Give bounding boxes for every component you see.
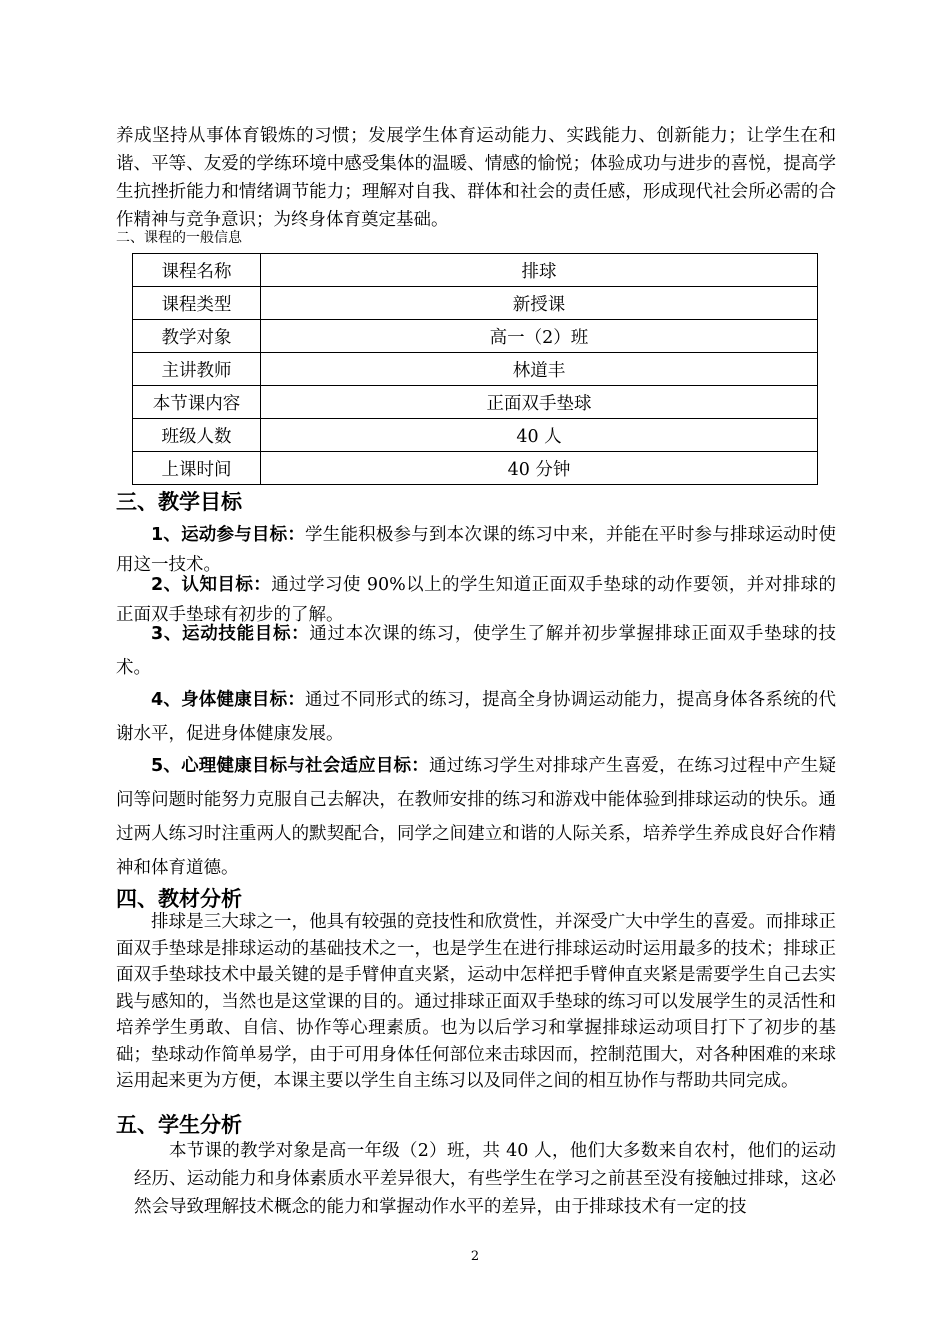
goal-label: 5、心理健康目标与社会适应目标： <box>151 756 429 776</box>
table-row <box>133 287 818 320</box>
table-row <box>133 353 818 386</box>
table-key-cell: 上课时间 <box>133 452 261 485</box>
goal-paragraph-4 <box>116 683 836 751</box>
course-info-table <box>132 253 818 485</box>
goal-text: 通过本次课的练习，使学生了解并初步掌握排球正面双手垫球的技术。 <box>116 624 836 678</box>
table-key-cell: 教学对象 <box>133 320 261 353</box>
goal-text: 通过练习学生对排球产生喜爱，在练习过程中产生疑问等问题时能努力克服自己去解决，在教师安排的练习和游戏中能体验到排球运动的快乐。通过两人练习时注重两人的默契配合，同学之间建立和谐的人际关系，培养学生养成良好合作精神和体育道德。 <box>116 756 836 878</box>
table-key-cell: 班级人数 <box>133 419 261 452</box>
table-key-cell: 主讲教师 <box>133 353 261 386</box>
goal-text: 通过学习使 90%以上的学生知道正面双手垫球的动作要领，并对排球的正面双手垫球有初步的了解。 <box>116 575 836 625</box>
table-key-cell: 本节课内容 <box>133 386 261 419</box>
section2-heading: 二、课程的一般信息 <box>116 230 242 246</box>
goal-paragraph-5 <box>116 749 836 885</box>
section3-heading: 三、教学目标 <box>116 490 242 514</box>
table-value-cell: 林道丰 <box>261 353 818 386</box>
table-value-cell: 排球 <box>261 254 818 287</box>
table-row <box>133 320 818 353</box>
goal-text: 通过不同形式的练习，提高全身协调运动能力，提高身体各系统的代谢水平，促进身体健康发展。 <box>116 690 836 744</box>
section4-heading: 四、教材分析 <box>116 887 242 911</box>
table-row <box>133 452 818 485</box>
table-row <box>133 386 818 419</box>
table-key-cell: 课程类型 <box>133 287 261 320</box>
table-value-cell: 40 人 <box>261 419 818 452</box>
goal-text: 学生能积极参与到本次课的练习中来，并能在平时参与排球运动时使用这一技术。 <box>116 525 836 575</box>
table-value-cell: 40 分钟 <box>261 452 818 485</box>
intro-paragraph: 养成坚持从事体育锻炼的习惯；发展学生体育运动能力、实践能力、创新能力；让学生在和谐、平等、友爱的学练环境中感受集体的温暖、情感的愉悦；体验成功与进步的喜悦，提高学生抗挫折能力和情绪调节能力；理解对自我、群体和社会的责任感，形成现代社会所必需的合作精神与竞争意识；为终身体育奠定基础。 <box>116 126 836 230</box>
goal-label: 2、认知目标： <box>151 575 272 595</box>
table-key-cell: 课程名称 <box>133 254 261 287</box>
page-number: 2 <box>470 1249 480 1264</box>
section4-paragraph: 排球是三大球之一，他具有较强的竞技性和欣赏性，并深受广大中学生的喜爱。而排球正面双手垫球是排球运动的基础技术之一，也是学生在进行排球运动时运用最多的技术；排球正面双手垫球技术中最关键的是手臂伸直夹紧，运动中怎样把手臂伸直夹紧是需要学生自己去实践与感知的，当然也是这堂课的目的。通过排球正面双手垫球的练习可以发展学生的灵活性和培养学生勇敢、自信、协作等心理素质。也为以后学习和掌握排球运动项目打下了初步的基础；垫球动作简单易学，由于可用身体任何部位来击球因而，控制范围大，对各种困难的来球运用起来更为方便，本课主要以学生自主练习以及同伴之间的相互协作与帮助共同完成。 <box>116 912 836 1091</box>
goal-paragraph-3 <box>116 617 836 685</box>
section5-heading: 五、学生分析 <box>116 1113 242 1137</box>
table-row <box>133 254 818 287</box>
table-value-cell: 高一（2）班 <box>261 320 818 353</box>
goal-label: 3、运动技能目标： <box>151 624 310 644</box>
table-row <box>133 419 818 452</box>
section5-paragraph: 本节课的教学对象是高一年级（2）班，共 40 人，他们大多数来自农村，他们的运动经历、运动能力和身体素质水平差异很大，有些学生在学习之前甚至没有接触过排球，这必然会导致理解技术概念的能力和掌握动作水平的差异，由于排球技术有一定的技 <box>134 1141 836 1217</box>
goal-label: 4、身体健康目标： <box>151 690 306 710</box>
table-value-cell: 新授课 <box>261 287 818 320</box>
goal-label: 1、运动参与目标： <box>151 525 306 545</box>
table-value-cell: 正面双手垫球 <box>261 386 818 419</box>
